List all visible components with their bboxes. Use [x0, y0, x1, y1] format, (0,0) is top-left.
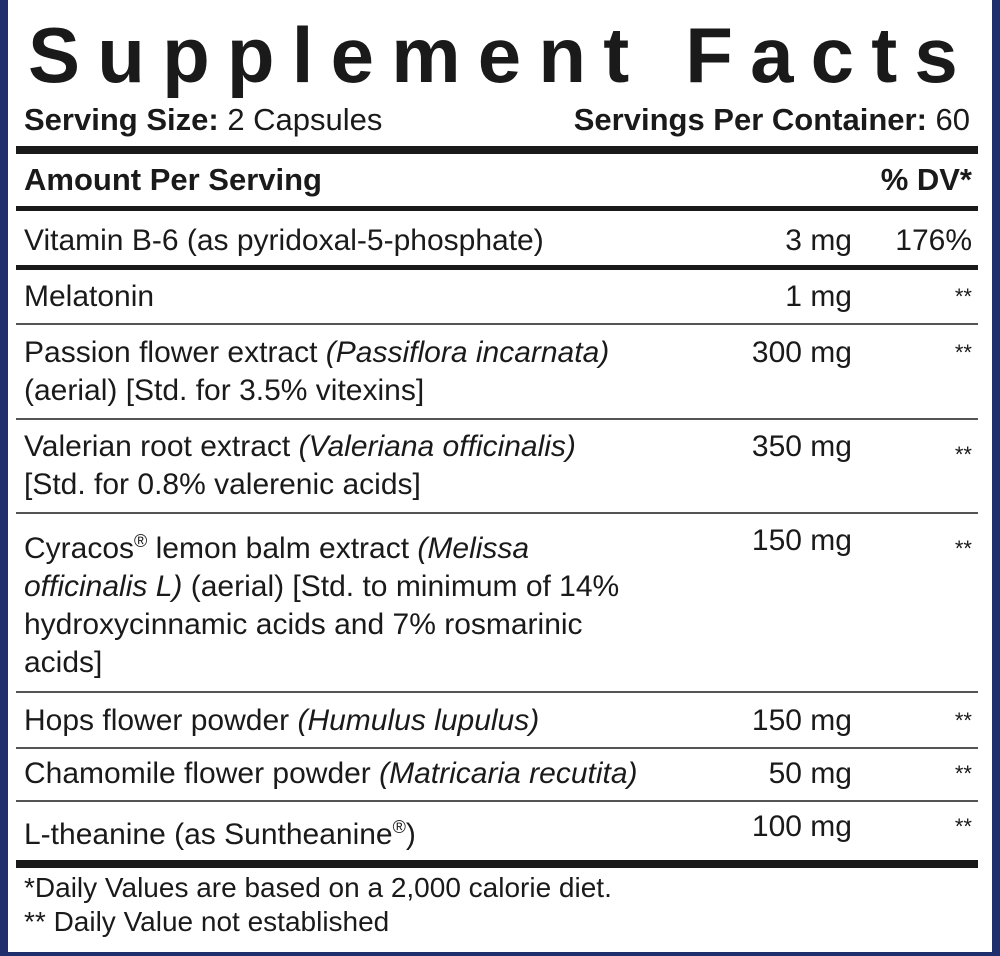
botanical-name: (Melissa officinalis L): [24, 532, 530, 603]
nutrient-name: [24, 808, 744, 854]
nutrient-name: Melatonin: [24, 280, 155, 313]
name-detail: (aerial) [Std. for 3.5% vitexins]: [24, 374, 425, 407]
name-text: Hops flower powder: [24, 704, 298, 737]
footnote-daily-values: *Daily Values are based on a 2,000 calorie diet.: [24, 872, 612, 903]
nutrient-dv: 176%: [895, 224, 972, 257]
serving-size-value: 2 Capsules: [227, 102, 383, 137]
panel-title: Supplement Facts: [28, 11, 975, 99]
name-text: ): [405, 818, 416, 851]
nutrient-amount: 300 mg: [751, 336, 852, 369]
nutrient-name: [24, 702, 744, 740]
botanical-name: (Passiflora incarnata): [325, 336, 610, 369]
footnote-dv-not-established: ** Daily Value not established: [24, 906, 390, 937]
name-text: lemon balm extract: [147, 532, 418, 565]
divider-thick: [16, 146, 978, 154]
botanical-name: (Valeriana officinalis): [298, 430, 576, 463]
nutrient-dv: **: [954, 761, 972, 786]
supplement-facts-panel: [8, 0, 992, 952]
botanical-name: (Humulus lupulus): [297, 704, 540, 737]
name-text: Passion flower extract: [24, 336, 326, 369]
nutrient-amount: 150 mg: [751, 704, 852, 737]
serving-size-label: Serving Size:: [24, 102, 219, 137]
nutrient-name: [24, 334, 744, 410]
divider-thin: [16, 512, 978, 514]
divider-thin: [16, 691, 978, 693]
nutrient-dv: **: [954, 340, 972, 365]
registered-mark: ®: [134, 531, 148, 551]
nutrient-dv: **: [954, 536, 972, 561]
nutrient-dv: **: [954, 708, 972, 733]
servings-per-container-value: 60: [935, 102, 970, 137]
name-text: Cyracos: [24, 532, 135, 565]
servings-per-container: [574, 100, 970, 140]
servings-per-container-label: Servings Per Container:: [573, 102, 927, 137]
divider-thin: [16, 418, 978, 420]
divider-medium: [16, 265, 978, 270]
nutrient-amount: 100 mg: [751, 810, 852, 843]
name-detail: [Std. for 0.8% valerenic acids]: [24, 468, 421, 501]
nutrient-dv: **: [954, 814, 972, 839]
nutrient-dv: **: [954, 442, 972, 467]
name-text: Chamomile flower powder: [24, 757, 380, 790]
botanical-name: (Matricaria recutita): [379, 757, 638, 790]
name-detail: (aerial) [Std. to minimum of 14% hydroxycinnamic acids and 7% rosmarinic acids]: [24, 570, 620, 679]
divider-thin: [16, 800, 978, 802]
nutrient-name: [24, 428, 744, 504]
nutrient-name: [24, 522, 644, 682]
nutrient-amount: 3 mg: [785, 224, 852, 257]
nutrient-name: Vitamin B-6 (as pyridoxal-5-phosphate): [24, 224, 544, 257]
nutrient-amount: 350 mg: [751, 430, 852, 463]
registered-mark: ®: [392, 817, 406, 837]
nutrient-amount: 150 mg: [751, 524, 852, 557]
name-text: L-theanine (as Suntheanine: [24, 818, 393, 851]
nutrient-dv: **: [954, 284, 972, 309]
serving-size: [24, 100, 382, 140]
name-text: Valerian root extract: [24, 430, 299, 463]
nutrient-name: [24, 755, 744, 793]
dv-header: % DV*: [880, 162, 972, 197]
amount-per-serving-header: Amount Per Serving: [24, 162, 322, 197]
nutrient-amount: 1 mg: [785, 280, 852, 313]
nutrient-amount: 50 mg: [768, 757, 852, 790]
divider-thin: [16, 747, 978, 749]
divider-thin: [16, 323, 978, 325]
divider-medium: [16, 206, 978, 211]
divider-thick: [16, 860, 978, 868]
